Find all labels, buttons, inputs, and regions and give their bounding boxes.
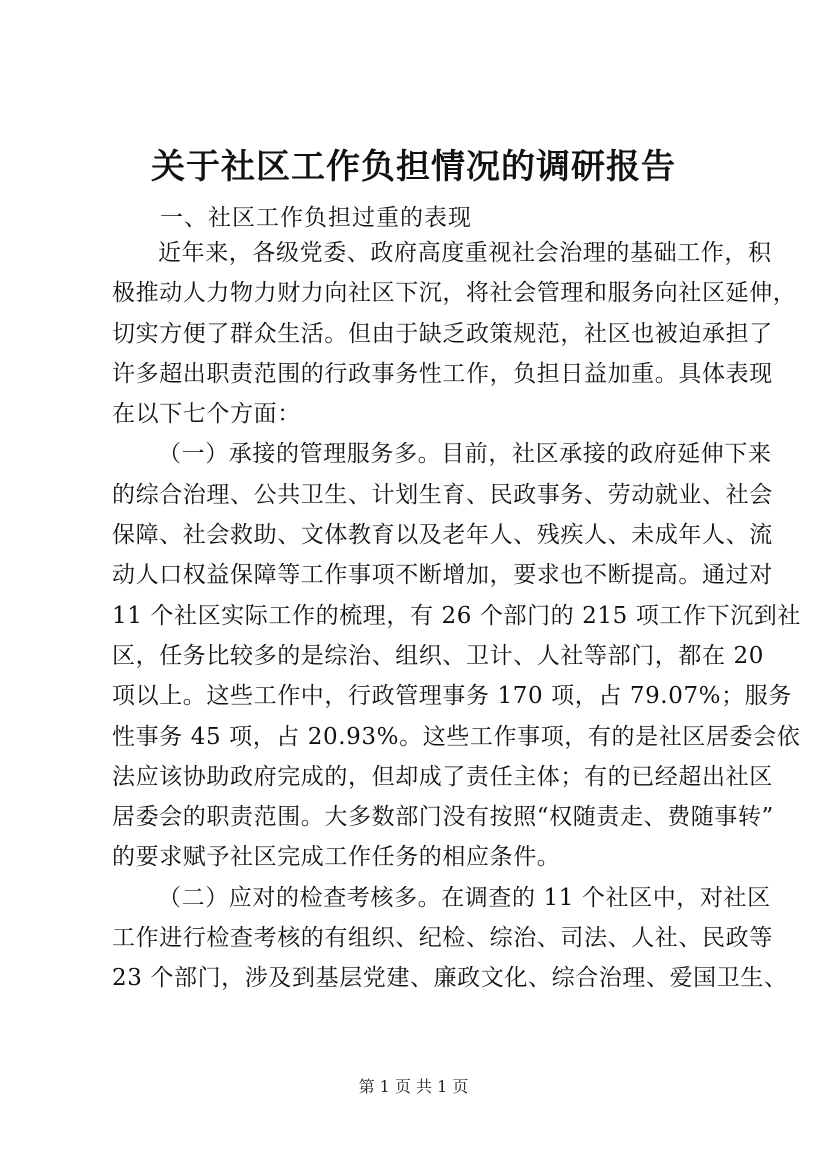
paragraph-line: （二）应对的检查考核多。在调查的 11 个社区中，对社区 bbox=[158, 884, 771, 911]
paragraph-line: 23 个部门，涉及到基层党建、廉政文化、综合治理、爱国卫生、 bbox=[112, 965, 788, 992]
paragraph-line: 在以下七个方面： bbox=[112, 401, 301, 428]
paragraph-line: 的综合治理、公共卫生、计划生育、民政事务、劳动就业、社会 bbox=[112, 481, 773, 508]
paragraph-line: 极推动人力物力财力向社区下沉，将社会管理和服务向社区延伸， bbox=[112, 280, 797, 307]
section-heading: 一、社区工作负担过重的表现 bbox=[160, 205, 472, 231]
document-body bbox=[112, 233, 801, 999]
paragraph-line: 11 个社区实际工作的梳理，有 26 个部门的 215 项工作下沉到社 bbox=[112, 602, 801, 629]
paragraph-line: 的要求赋予社区完成工作任务的相应条件。 bbox=[112, 844, 561, 871]
paragraph-line: 动人口权益保障等工作事项不断增加，要求也不断提高。通过对 bbox=[112, 562, 773, 589]
paragraph-line: 近年来，各级党委、政府高度重视社会治理的基础工作，积 bbox=[158, 240, 772, 266]
paragraph-line: 居委会的职责范围。大多数部门没有按照“权随责走、费随事转” bbox=[112, 804, 774, 831]
paragraph-line: （一）承接的管理服务多。目前，社区承接的政府延伸下来 bbox=[158, 441, 772, 468]
document-title: 关于社区工作负担情况的调研报告 bbox=[151, 147, 676, 187]
paragraph-line: 区，任务比较多的是综治、组织、卫计、人社等部门，都在 20 bbox=[112, 642, 764, 669]
paragraph-line: 法应该协助政府完成的，但却成了责任主体；有的已经超出社区 bbox=[112, 763, 773, 790]
paragraph-line: 性事务 45 项，占 20.93%。这些工作事项，有的是社区居委会依 bbox=[112, 723, 801, 750]
paragraph-line: 工作进行检查考核的有组织、纪检、综治、司法、人社、民政等 bbox=[112, 925, 773, 952]
paragraph-line: 保障、社会救助、文体教育以及老年人、残疾人、未成年人、流 bbox=[112, 522, 773, 549]
page-footer: 第 1 页 共 1 页 bbox=[358, 1077, 469, 1096]
paragraph-line: 许多超出职责范围的行政事务性工作，负担日益加重。具体表现 bbox=[112, 360, 773, 387]
paragraph-line: 项以上。这些工作中，行政管理事务 170 项，占 79.07%；服务 bbox=[112, 683, 792, 710]
paragraph-line: 切实方便了群众生活。但由于缺乏政策规范，社区也被迫承担了 bbox=[112, 320, 773, 347]
